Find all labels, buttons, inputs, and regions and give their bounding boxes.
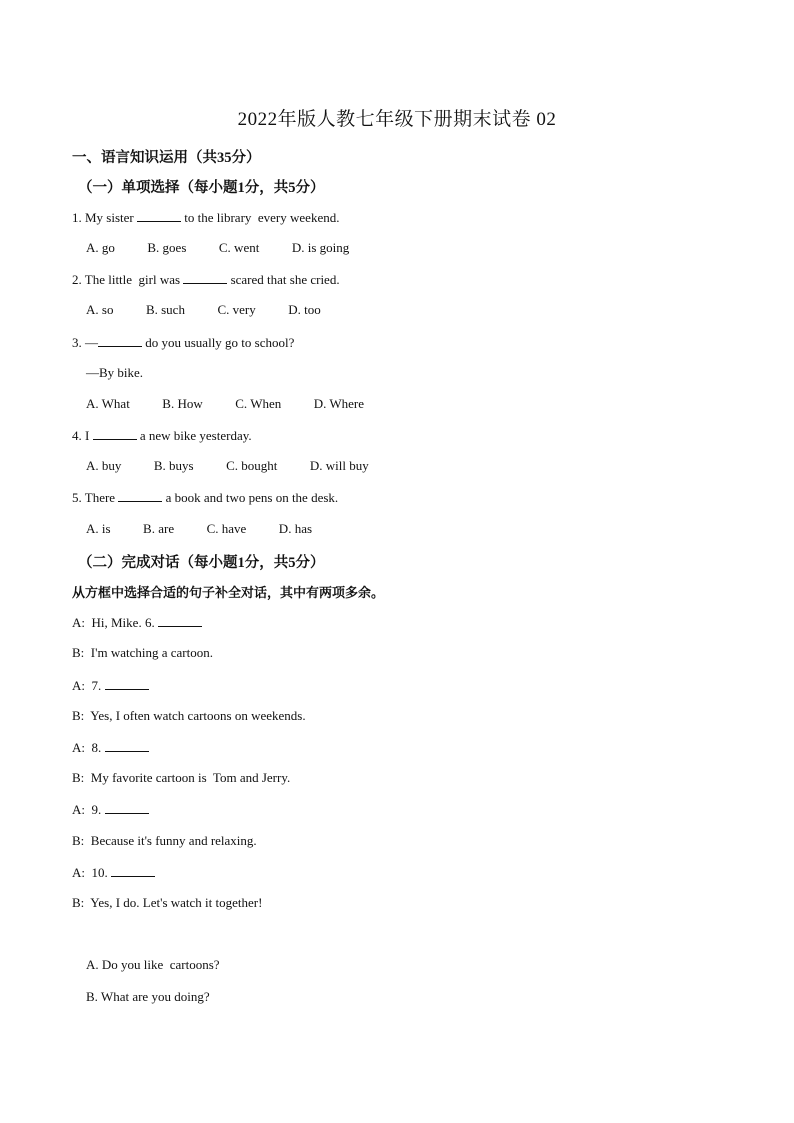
part-heading: 一、语言知识运用（共35分） xyxy=(72,150,261,166)
dialogue-text: A: 9. xyxy=(72,802,105,817)
answer-blank xyxy=(93,427,137,440)
page-title: 2022年版人教七年级下册期末试卷 02 xyxy=(237,109,557,130)
question-2 xyxy=(72,271,340,288)
question-2-options: A. so B. such C. very D. too xyxy=(86,302,321,317)
dialogue-text: A: 8. xyxy=(72,740,105,755)
answer-blank xyxy=(105,677,149,690)
dialogue-line: B: Because it's funny and relaxing. xyxy=(72,833,257,848)
answer-blank xyxy=(158,614,202,627)
choice-item: B. What are you doing? xyxy=(86,989,210,1004)
question-5-options: A. is B. are C. have D. has xyxy=(86,521,313,536)
question-text: 4. I xyxy=(72,428,93,443)
answer-blank xyxy=(105,739,149,752)
answer-blank xyxy=(183,271,227,284)
question-text: a new bike yesterday. xyxy=(136,428,252,443)
dialogue-line: B: My favorite cartoon is Tom and Jerry. xyxy=(72,770,291,785)
dialogue-line: B: Yes, I do. Let's watch it together! xyxy=(72,895,263,910)
question-text: 2. The little girl was xyxy=(72,272,184,287)
question-text: a book and two pens on the desk. xyxy=(162,490,339,505)
answer-blank xyxy=(105,801,149,814)
section-heading-single-choice: （一）单项选择（每小题1分，共5分） xyxy=(78,180,325,196)
dialogue-line xyxy=(72,864,155,881)
question-text: do you usually go to school? xyxy=(142,335,295,350)
section-heading-dialogue: （二）完成对话（每小题1分，共5分） xyxy=(78,555,325,571)
question-text: to the library every weekend. xyxy=(181,210,340,225)
dialogue-line: B: I'm watching a cartoon. xyxy=(72,645,213,660)
dialogue-text: A: Hi, Mike. 6. xyxy=(72,615,158,630)
answer-blank xyxy=(118,489,162,502)
question-5 xyxy=(72,489,338,506)
question-3-answer: —By bike. xyxy=(86,365,144,380)
answer-blank xyxy=(137,209,181,222)
question-4-options: A. buy B. buys C. bought D. will buy xyxy=(86,458,369,473)
dialogue-line xyxy=(72,739,149,756)
question-text: 1. My sister xyxy=(72,210,137,225)
question-1 xyxy=(72,209,339,226)
dialogue-line xyxy=(72,801,149,818)
question-4 xyxy=(72,427,252,444)
question-3 xyxy=(72,334,294,351)
dialogue-line: B: Yes, I often watch cartoons on weekends. xyxy=(72,708,306,723)
question-3-options: A. What B. How C. When D. Where xyxy=(86,396,365,411)
dialogue-line xyxy=(72,677,149,694)
dialogue-line xyxy=(72,614,202,631)
instruction-text: 从方框中选择合适的句子补全对话，其中有两项多余。 xyxy=(72,585,385,600)
dialogue-text: A: 7. xyxy=(72,678,105,693)
question-1-options: A. go B. goes C. went D. is going xyxy=(86,240,350,255)
choice-item: A. Do you like cartoons? xyxy=(86,957,220,972)
question-text: 3. — xyxy=(72,335,98,350)
dialogue-text: A: 10. xyxy=(72,865,111,880)
question-text: 5. There xyxy=(72,490,119,505)
answer-blank xyxy=(98,334,142,347)
answer-blank xyxy=(111,864,155,877)
question-text: scared that she cried. xyxy=(227,272,340,287)
